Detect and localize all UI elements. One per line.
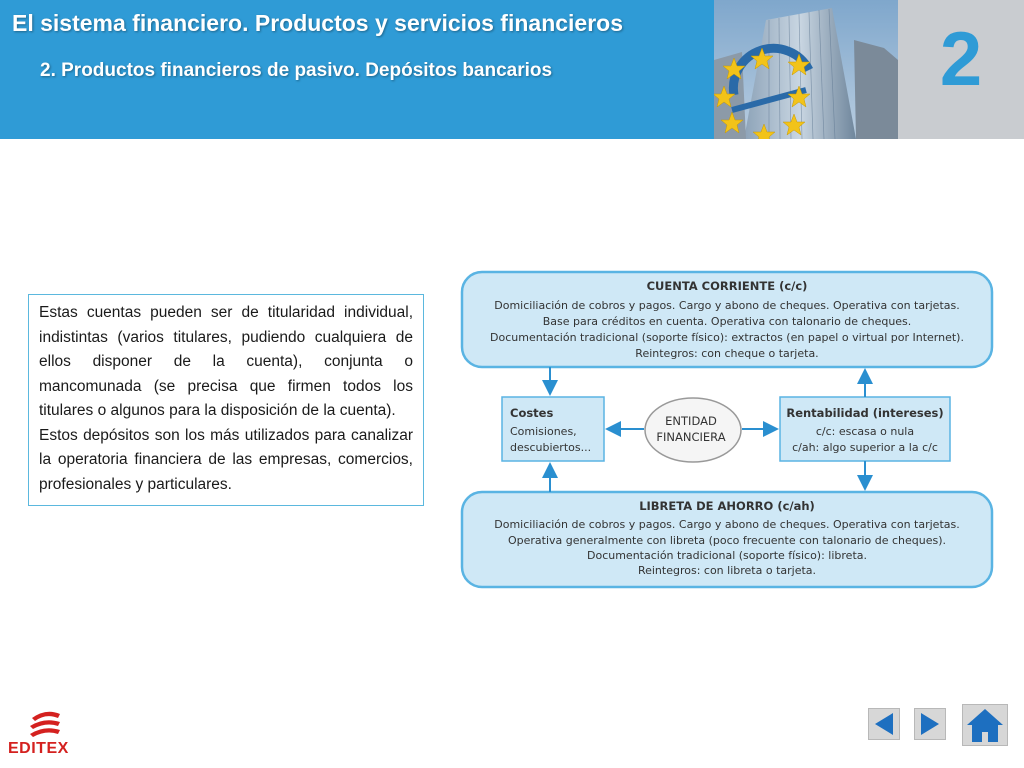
cuenta-corriente-line: Documentación tradicional (soporte físico): extractos (en papel o virtual por Internet). — [490, 331, 964, 344]
editex-logo-text: EDITEX — [8, 740, 69, 757]
libreta-line: Reintegros: con libreta o tarjeta. — [637, 564, 817, 577]
cuenta-corriente-line: Base para créditos en cuenta. Operativa con talonario de cheques. — [542, 315, 912, 328]
section-subtitle: 2. Productos financieros de pasivo. Depósitos bancarios — [40, 60, 553, 81]
libreta-line: Domiciliación de cobros y pagos. Cargo y abono de cheques. Operativa con tarjetas. — [494, 518, 960, 531]
libreta-line: Operativa generalmente con libreta (poco frecuente con talonario de cheques). — [508, 534, 946, 547]
paragraph-uso: Estos depósitos son los más utilizados para canalizar la operatoria financiera de las empresas, comercios, profesionales y particulares. — [39, 426, 413, 493]
costes-line: descubiertos... — [510, 441, 592, 454]
libreta-title: LIBRETA DE AHORRO (c/ah) — [639, 499, 815, 513]
editex-logo-mark — [26, 708, 66, 740]
house-icon — [963, 705, 1007, 745]
costes-line: Comisiones, — [510, 425, 577, 438]
editex-logo — [8, 708, 88, 760]
cuenta-corriente-line: Reintegros: con cheque o tarjeta. — [635, 347, 819, 360]
entidad-line: FINANCIERA — [656, 430, 726, 444]
cuenta-corriente-title: CUENTA CORRIENTE (c/c) — [646, 279, 808, 293]
account-description-box — [28, 294, 424, 506]
page-title: El sistema financiero. Productos y servicios financieros — [12, 10, 624, 36]
header-band — [0, 0, 1024, 139]
previous-slide-button[interactable] — [868, 708, 900, 740]
home-button[interactable] — [962, 704, 1008, 746]
ecb-tower-photo — [714, 0, 898, 139]
unit-number: 2 — [939, 17, 983, 102]
rentabilidad-line: c/ah: algo superior a la c/c — [792, 441, 938, 454]
triangle-left-icon — [869, 709, 899, 739]
unit-number-panel — [898, 0, 1024, 139]
accounts-diagram — [460, 270, 995, 590]
paragraph-titularidad: Estas cuentas pueden ser de titularidad individual, indistintas (varios titulares, pudiendo cualquiera de ellos disponer de la cuenta), conjunta o mancomunada (se precisa que firmen todos los titulares o algunos para la disposición de la cuenta). — [39, 304, 413, 419]
entidad-line: ENTIDAD — [665, 414, 717, 428]
rentabilidad-line: c/c: escasa o nula — [815, 425, 915, 438]
costes-title: Costes — [510, 406, 554, 420]
next-slide-button[interactable] — [914, 708, 946, 740]
triangle-right-icon — [915, 709, 945, 739]
libreta-line: Documentación tradicional (soporte físico): libreta. — [587, 549, 867, 562]
rentabilidad-title: Rentabilidad (intereses) — [786, 406, 944, 420]
cuenta-corriente-line: Domiciliación de cobros y pagos. Cargo y abono de cheques. Operativa con tarjetas. — [494, 299, 960, 312]
